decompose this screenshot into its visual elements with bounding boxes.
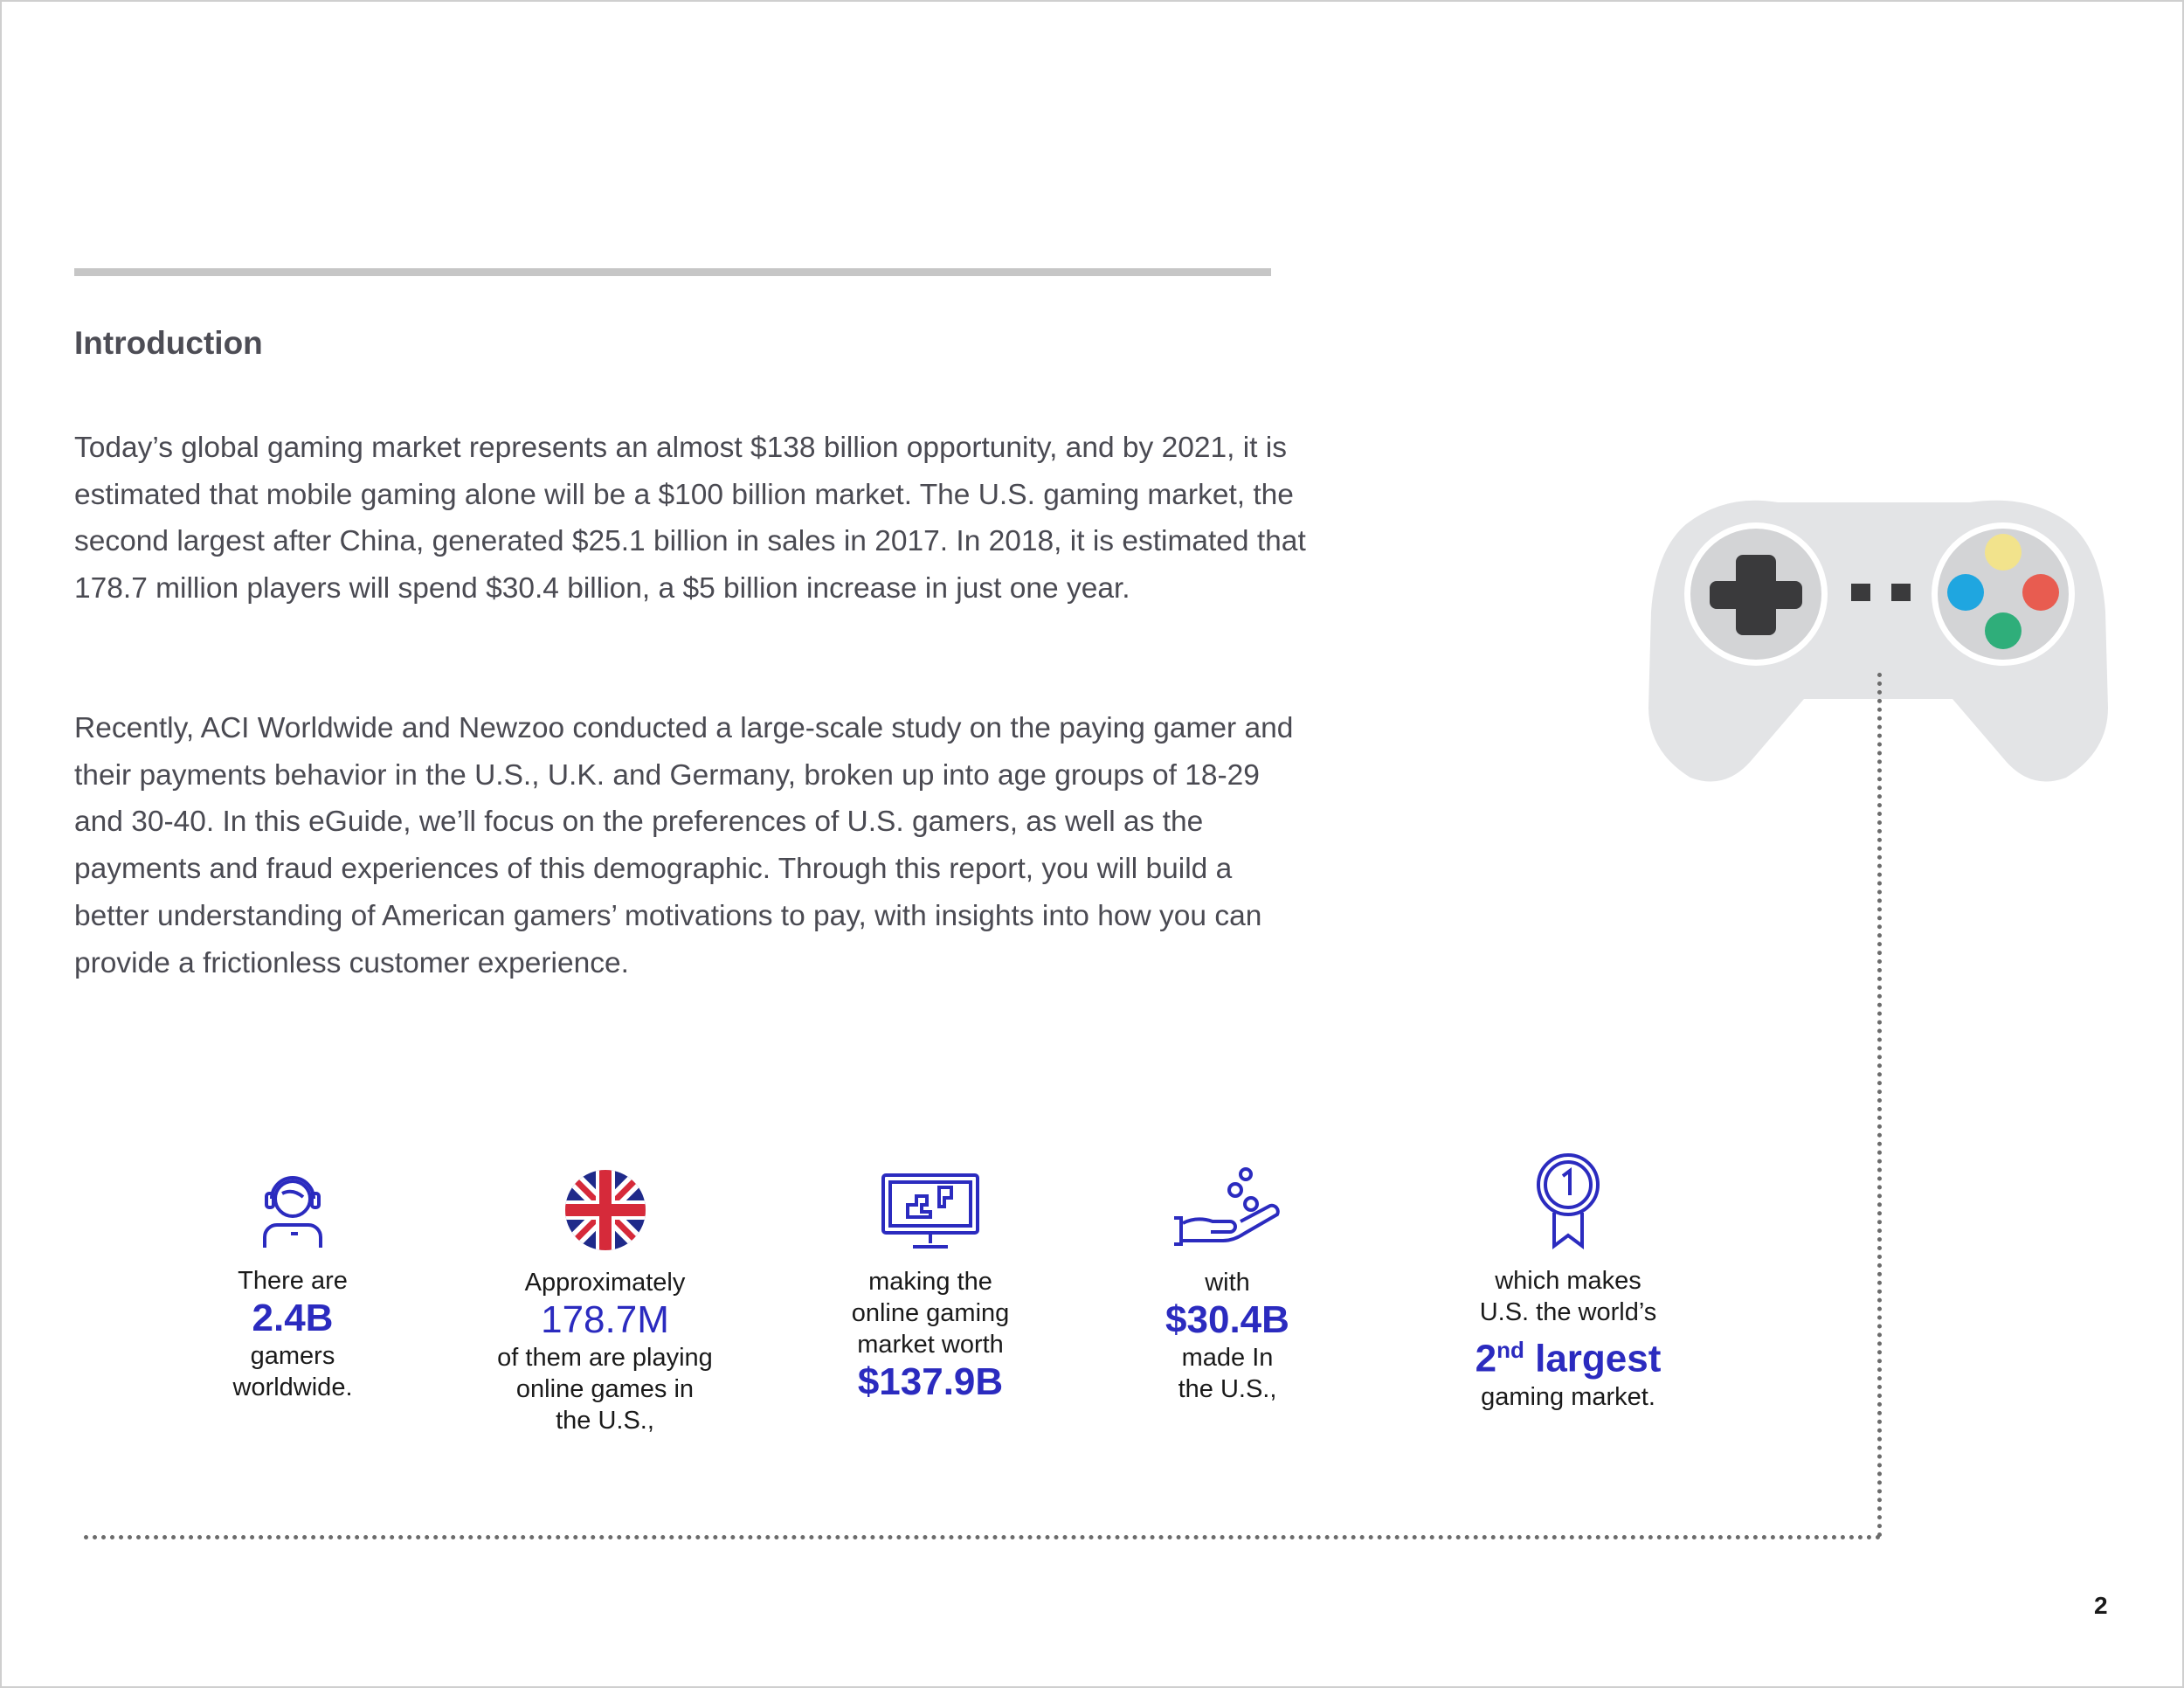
stat-us-spend	[1136, 1164, 1319, 1405]
stat-5-before-2: U.S. the world’s	[1479, 1298, 1657, 1326]
stat-3-before-3: market worth	[857, 1331, 1004, 1359]
stat-market-rank	[1446, 1152, 1690, 1413]
uk-flag-icon	[564, 1169, 646, 1251]
dotted-connector-horizontal	[84, 1535, 1882, 1539]
section-heading: Introduction	[74, 325, 263, 361]
stat-3-value: $137.9B	[857, 1360, 1004, 1403]
stat-5-value-num: 2	[1475, 1337, 1497, 1380]
stat-2-after-1: of them are playing	[497, 1344, 713, 1372]
stat-2-after-2: online games in	[515, 1375, 695, 1403]
page-number: 2	[2094, 1592, 2108, 1619]
stat-1-value: 2.4B	[252, 1297, 334, 1339]
stat-5-before-1: which makes	[1495, 1267, 1641, 1295]
intro-paragraph-1: Today’s global gaming market represents an almost $138 billion opportunity, and by 2021, it is estimated that mobile gaming alone will be a $100 billion market. The U.S. gaming market, the second largest after China, generated $25.1 billion in sales in 2017. In 2018, it is estimated that 178.7 million players will spend $30.4 billion, a $5 billion increase in just one year.	[74, 432, 1306, 605]
stat-3-before-1: making the	[868, 1268, 992, 1296]
stat-5-value-word: largest	[1535, 1337, 1662, 1380]
stat-2-after-3: the U.S.,	[556, 1407, 654, 1435]
stat-3-before-2: online gaming	[851, 1299, 1010, 1327]
stat-4-after-1: made In	[1181, 1344, 1274, 1372]
intro-paragraph-2: Recently, ACI Worldwide and Newzoo conducted a large-scale study on the paying gamer and their payments behavior in the U.S., U.K. and Germany, broken up into age groups of 18-29 and 30-40. In this eGuide, we’ll focus on the preferences of U.S. gamers, as well as the payments and fraud experiences of this demographic. Through this report, you will build a better understanding of American gamers’ motivations to pay, with insights into how you can provide a frictionless customer experience.	[74, 712, 1294, 979]
stat-5-value-sup: nd	[1496, 1337, 1524, 1363]
stat-5-after: gaming market.	[1481, 1382, 1655, 1411]
stat-4-after-2: the U.S.,	[1178, 1375, 1277, 1403]
stat-5-value	[1446, 1328, 1690, 1381]
stat-1-after-1: gamers	[250, 1342, 335, 1370]
section-rule	[74, 268, 1271, 276]
stat-4-before: with	[1205, 1269, 1250, 1297]
stat-gamers-worldwide	[197, 1171, 389, 1403]
hand-coins-icon	[1171, 1164, 1284, 1251]
dotted-connector-vertical	[1877, 673, 1882, 1538]
stat-4-value: $30.4B	[1165, 1298, 1289, 1341]
stat-1-before: There are	[238, 1267, 348, 1295]
stat-2-value: 178.7M	[541, 1298, 669, 1341]
stat-market-worth	[812, 1173, 1048, 1404]
monitor-game-icon	[881, 1173, 979, 1250]
stat-us-online-players	[476, 1169, 734, 1436]
stat-1-after-2: worldwide.	[232, 1373, 353, 1401]
medal-icon	[1533, 1152, 1603, 1249]
gamer-headset-icon	[258, 1171, 328, 1249]
stat-2-before: Approximately	[524, 1269, 686, 1297]
